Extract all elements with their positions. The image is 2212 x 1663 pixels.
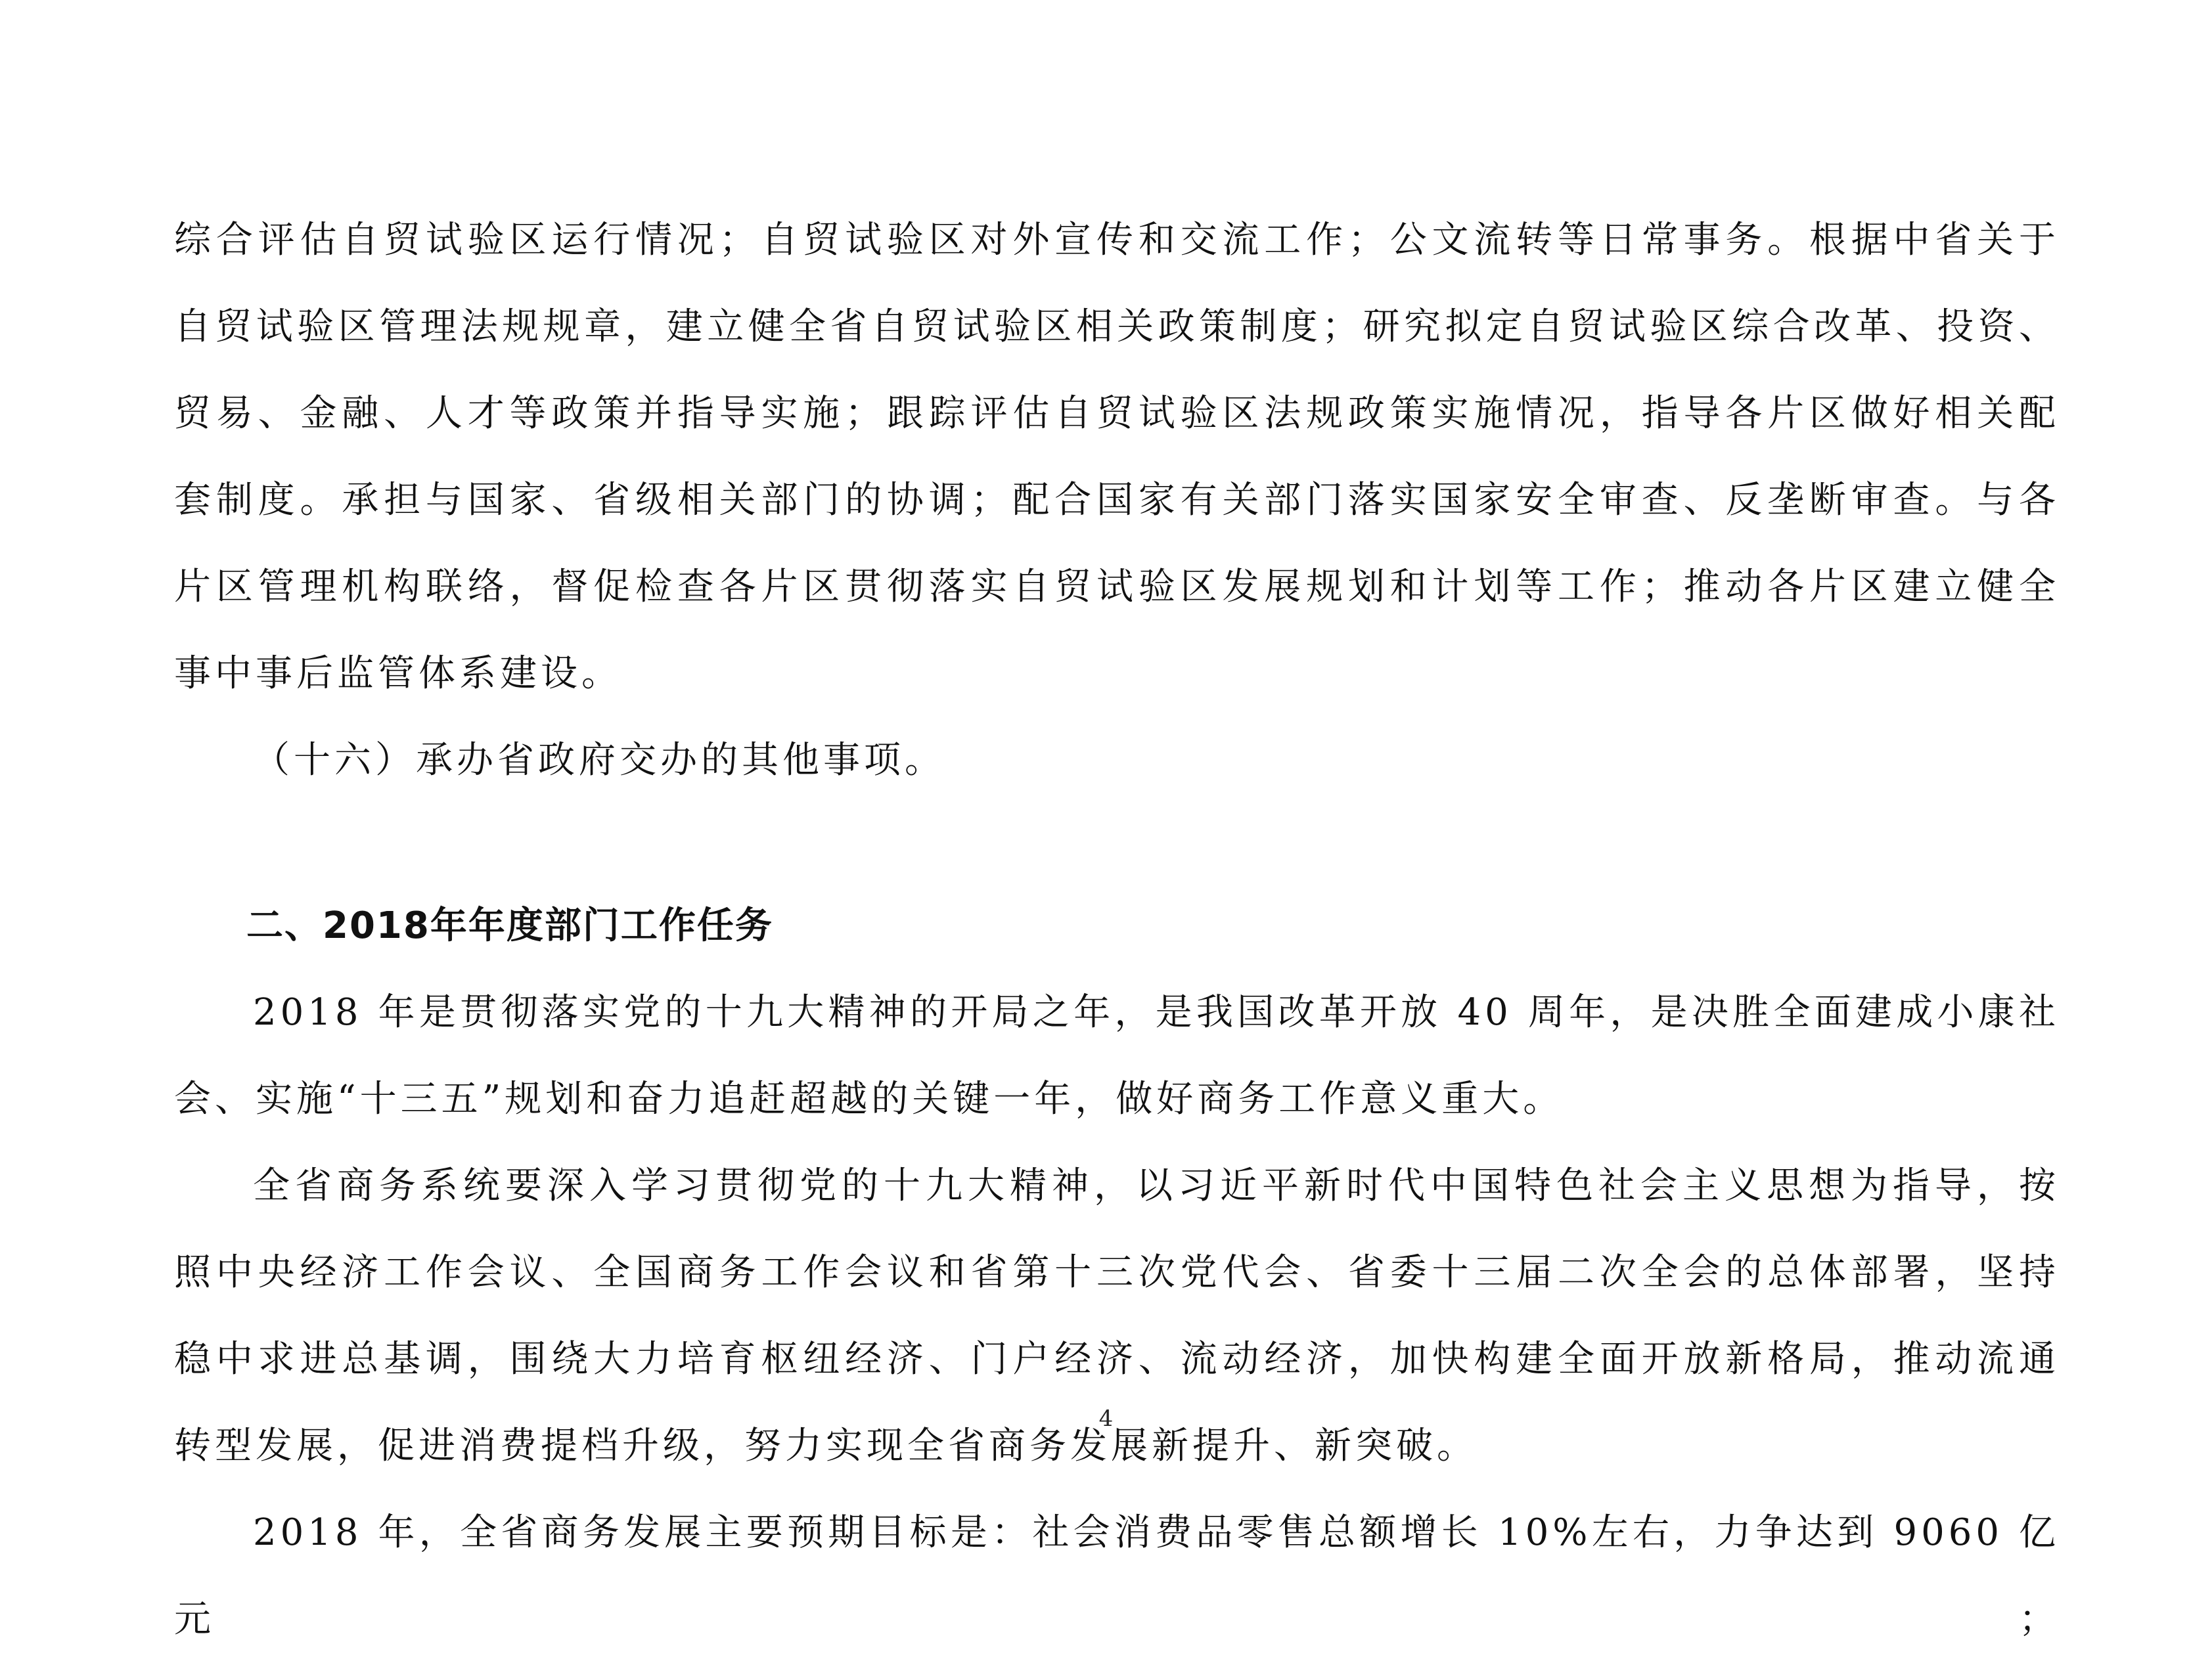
paragraph-line: 片区管理机构联络，督促检查各片区贯彻落实自贸试验区发展规划和计划等工作；推动各片区建立健全 [174,565,2060,608]
paragraph-line: 综合评估自贸试验区运行情况；自贸试验区对外宣传和交流工作；公文流转等日常事务。根据中省关于 [174,219,2060,261]
paragraph-line: 稳中求进总基调，围绕大力培育枢纽经济、门户经济、流动经济，加快构建全面开放新格局，推动流通 [174,1338,2060,1381]
section-spacer [174,804,2060,883]
paragraph-line: 会、实施“十三五”规划和奋力追赶超越的关键一年，做好商务工作意义重大。 [174,1078,1564,1120]
paragraph-line: 转型发展，促进消费提档升级，努力实现全省商务发展新提升、新突破。 [174,1425,1478,1467]
paragraph-line: 自贸试验区管理法规规章，建立健全省自贸试验区相关政策制度；研究拟定自贸试验区综合改革、投资、 [174,305,2060,348]
paragraph-duties-continuation [174,197,2060,717]
paragraph-line: 套制度。承担与国家、省级相关部门的协调；配合国家有关部门落实国家安全审查、反垄断审查。与各 [174,479,2060,521]
paragraph-2018-targets: 2018 年，全省商务发展主要预期目标是：社会消费品零售总额增长 10%左右，力争达到 9060 亿元； [174,1511,2060,1641]
paragraph-item-sixteen: （十六）承办省政府交办的其他事项。 [253,739,945,782]
paragraph-2018-overview [174,969,2060,1143]
paragraph-provincial-commerce-system [174,1143,2060,1490]
page-number: 4 [1098,1406,1114,1432]
page-content [174,197,2060,1663]
paragraph-line: 全省商务系统要深入学习贯彻党的十九大精神，以习近平新时代中国特色社会主义思想为指导，按 [253,1164,2060,1207]
paragraph-line: 2018 年是贯彻落实党的十九大精神的开局之年，是我国改革开放 40 周年，是决胜全面建成小康社 [253,991,2060,1034]
paragraph-line: 事中事后监管体系建设。 [174,652,622,695]
paragraph-line: 贸易、金融、人才等政策并指导实施；跟踪评估自贸试验区法规政策实施情况，指导各片区做好相关配 [174,392,2060,435]
paragraph-line: 照中央经济工作会议、全国商务工作会议和省第十三次党代会、省委十三届二次全会的总体部署，坚持 [174,1251,2060,1294]
section-heading: 二、2018年年度部门工作任务 [246,904,773,947]
